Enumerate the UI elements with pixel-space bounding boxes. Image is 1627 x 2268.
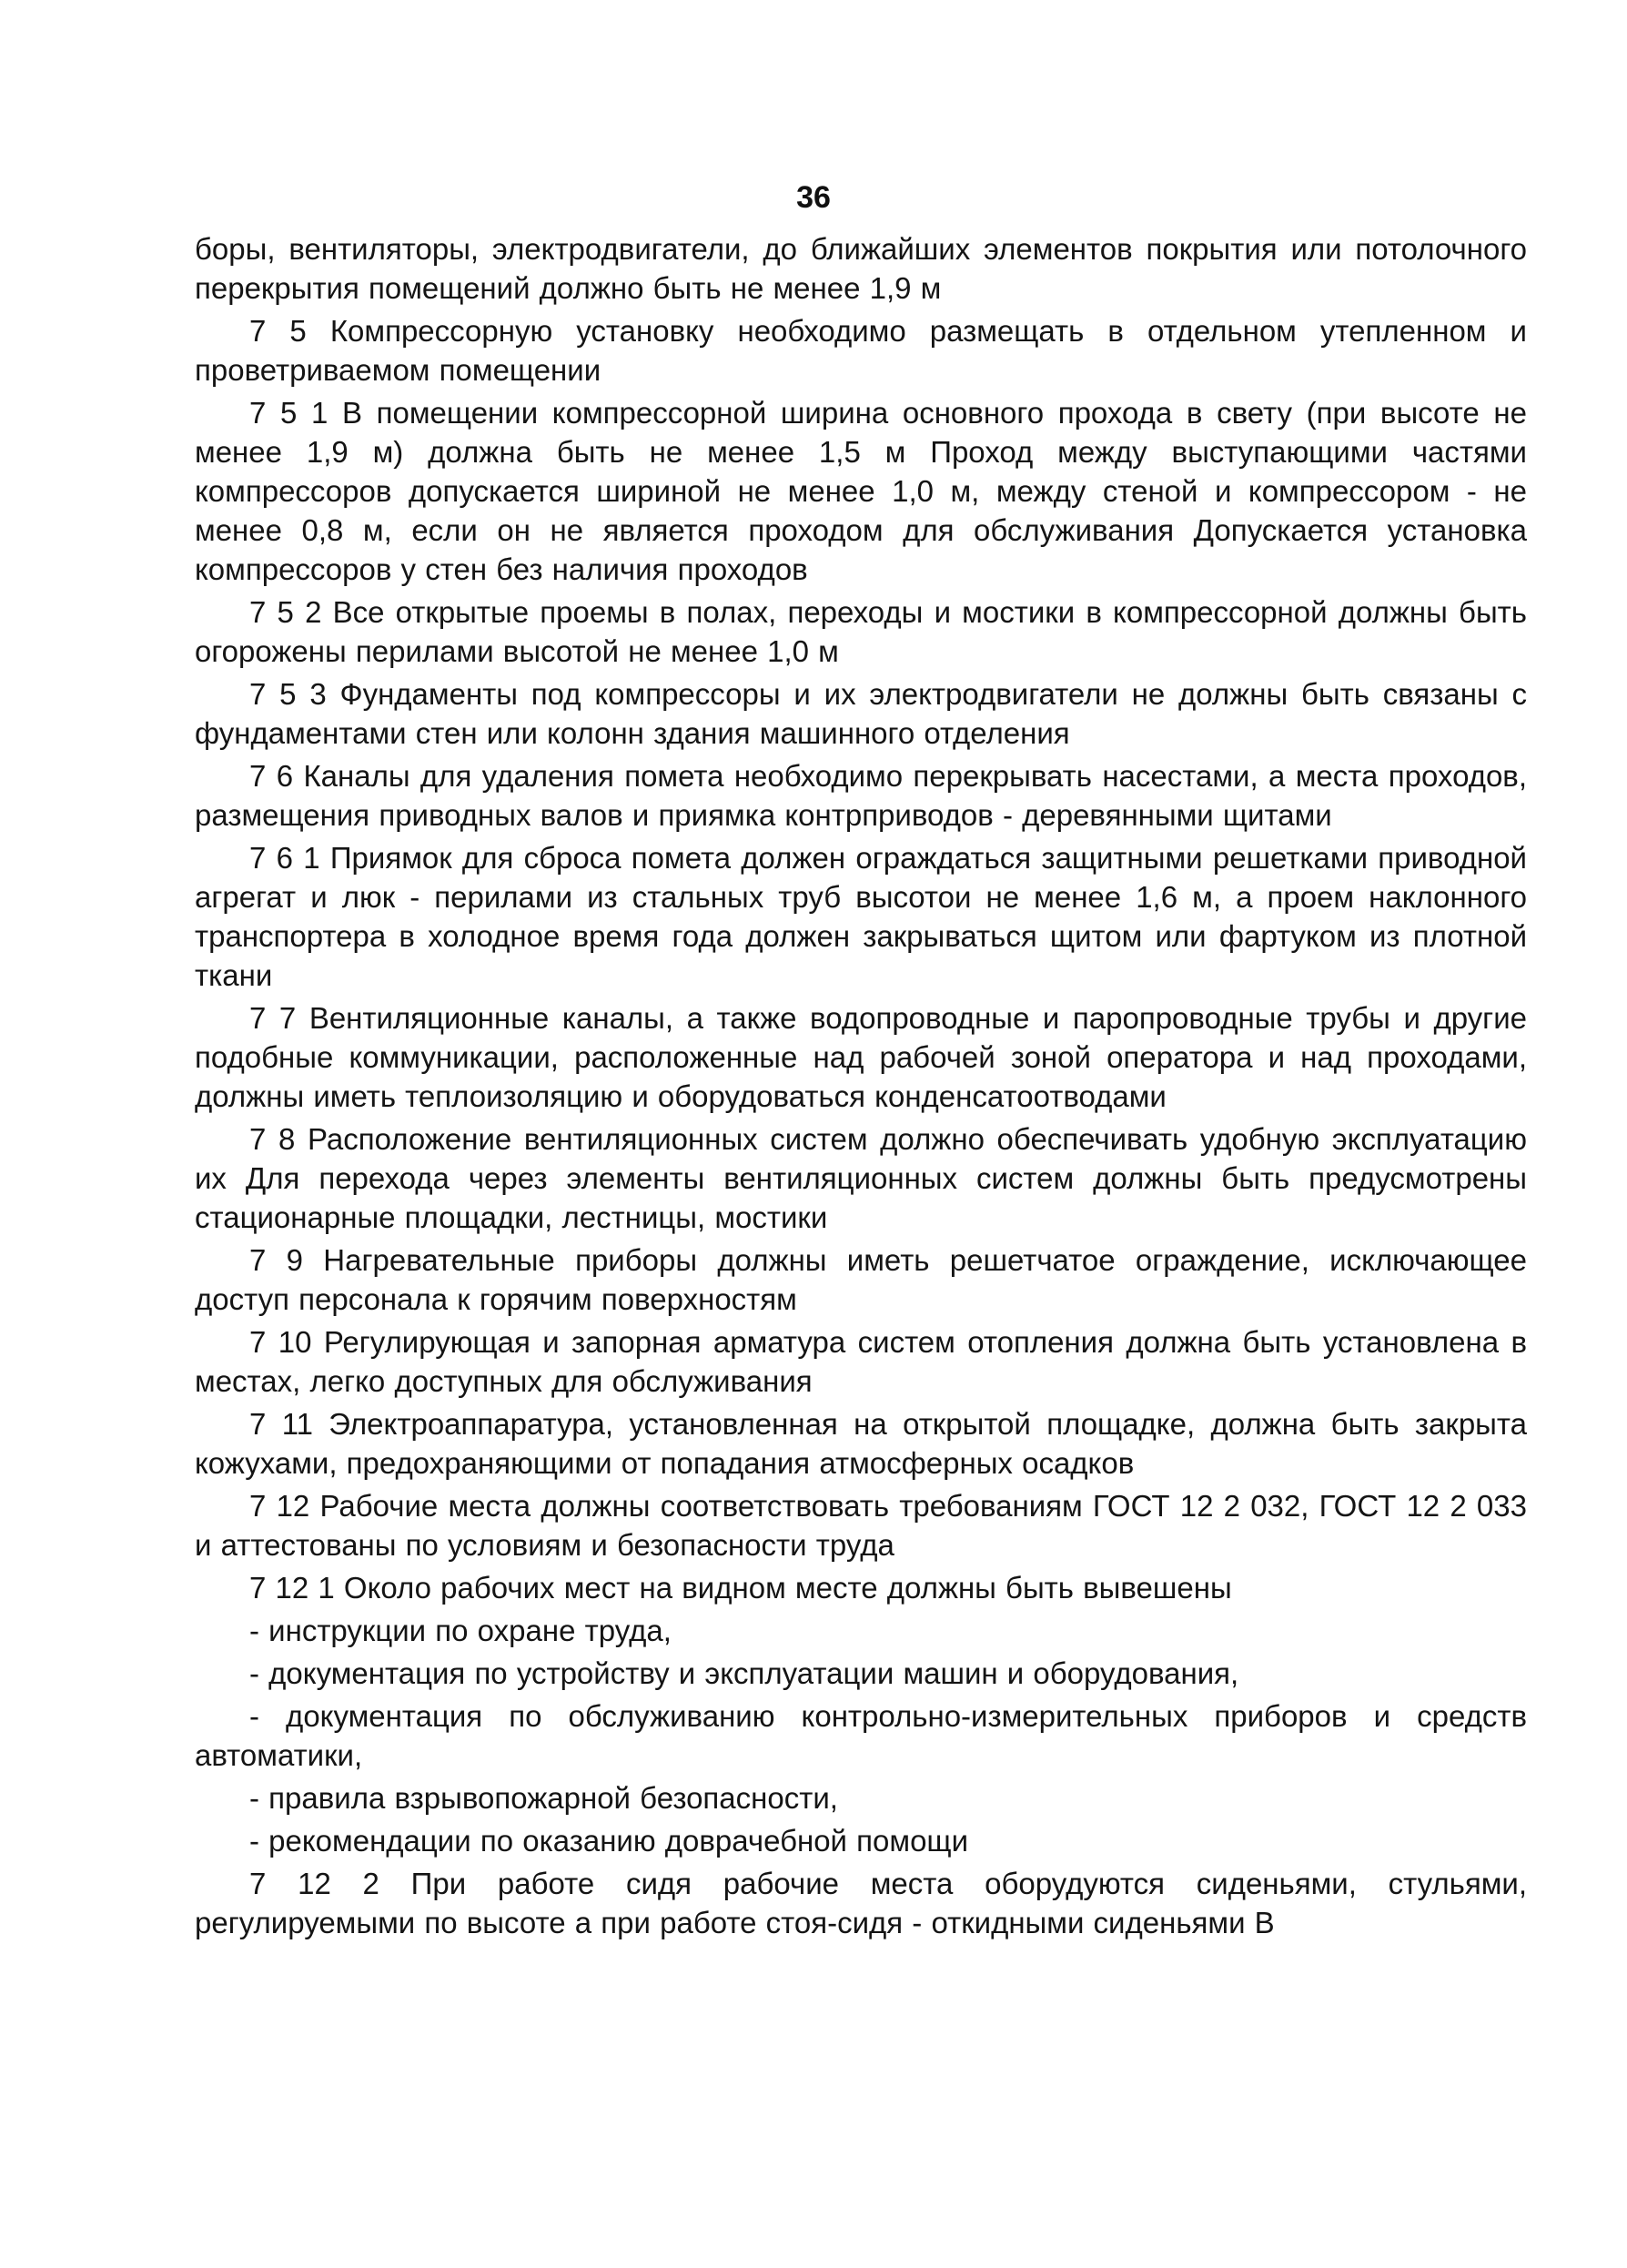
- paragraph-7-6-1: 7 6 1 Приямок для сброса помета должен ограждаться защитными решетками приводной агрегат и люк - перилами из стальных труб высотои не менее 1,6 м, а проем наклонного транспортера в холодное время года должен закрываться щитом или фартуком из плотной ткани: [195, 841, 1527, 992]
- paragraph-7-11: 7 11 Электроаппаратура, установленная на открытой площадке, должна быть закрыта кожухами, предохраняющими от попадания атмосферных осадков: [195, 1407, 1527, 1480]
- body-text: [195, 229, 1527, 1946]
- paragraph-7-7: 7 7 Вентиляционные каналы, а также водопроводные и паропроводные трубы и другие подобные коммуникации, расположенные над рабочей зоной оператора и над проходами, должны иметь теплоизоляцию и оборудоваться конденсатоотводами: [195, 1001, 1527, 1113]
- paragraph-7-12: 7 12 Рабочие места должны соответствовать требованиям ГОСТ 12 2 032, ГОСТ 12 2 033 и аттестованы по условиям и безопасности труда: [195, 1489, 1527, 1562]
- paragraph-7-5-1: 7 5 1 В помещении компрессорной ширина основного прохода в свету (при высоте не менее 1,9 м) должна быть не менее 1,5 м Проход между выступающими частями компрессоров допускается шириной не менее 1,0 м, между стеной и компрессором - не менее 0,8 м, если он не является проходом для обслуживания Допускается установка компрессоров у стен без наличия проходов: [195, 396, 1527, 586]
- paragraph-7-10: 7 10 Регулирующая и запорная арматура систем отопления должна быть установлена в местах, легко доступных для обслуживания: [195, 1325, 1527, 1398]
- paragraph-7-6: 7 6 Каналы для удаления помета необходимо перекрывать насестами, а места проходов, размещения приводных валов и приямка контрприводов - деревянными щитами: [195, 759, 1527, 832]
- list-item: - документация по устройству и эксплуатации машин и оборудования,: [249, 1656, 1239, 1690]
- paragraph-7-5-2: 7 5 2 Все открытые проемы в полах, переходы и мостики в компрессорной должны быть огорожены перилами высотой не менее 1,0 м: [195, 595, 1527, 668]
- list-item: - инструкции по охране труда,: [249, 1614, 672, 1647]
- paragraph-7-9: 7 9 Нагревательные приборы должны иметь решетчатое ограждение, исключающее доступ персонала к горячим поверхностям: [195, 1243, 1527, 1316]
- paragraph-7-8: 7 8 Расположение вентиляционных систем должно обеспечивать удобную эксплуатацию их Для перехода через элементы вентиляционных систем должны быть предусмотрены стационарные площадки, лестницы, мостики: [195, 1122, 1527, 1234]
- list-item: - рекомендации по оказанию доврачебной помощи: [249, 1824, 969, 1858]
- paragraph-continued: боры, вентиляторы, электродвигатели, до ближайших элементов покрытия или потолочного перекрытия помещений должно быть не менее 1,9 м: [195, 232, 1527, 305]
- paragraph-7-5-3: 7 5 3 Фундаменты под компрессоры и их электродвигатели не должны быть связаны с фундаментами стен или колонн здания машинного отделения: [195, 677, 1527, 750]
- paragraph-7-12-1: 7 12 1 Около рабочих мест на видном месте должны быть вывешены: [249, 1571, 1232, 1605]
- list-item: - документация по обслуживанию контрольно-измерительных приборов и средств автоматики,: [195, 1699, 1527, 1772]
- paragraph-7-5: 7 5 Компрессорную установку необходимо размещать в отдельном утепленном и проветриваемом помещении: [195, 314, 1527, 387]
- list-item: - правила взрывопожарной безопасности,: [249, 1781, 838, 1815]
- page-number: 36: [796, 180, 831, 215]
- paragraph-7-12-2: 7 12 2 При работе сидя рабочие места оборудуются сиденьями, стульями, регулируемыми по высоте а при работе стоя-сидя - откидными сиденьями В: [195, 1867, 1527, 1939]
